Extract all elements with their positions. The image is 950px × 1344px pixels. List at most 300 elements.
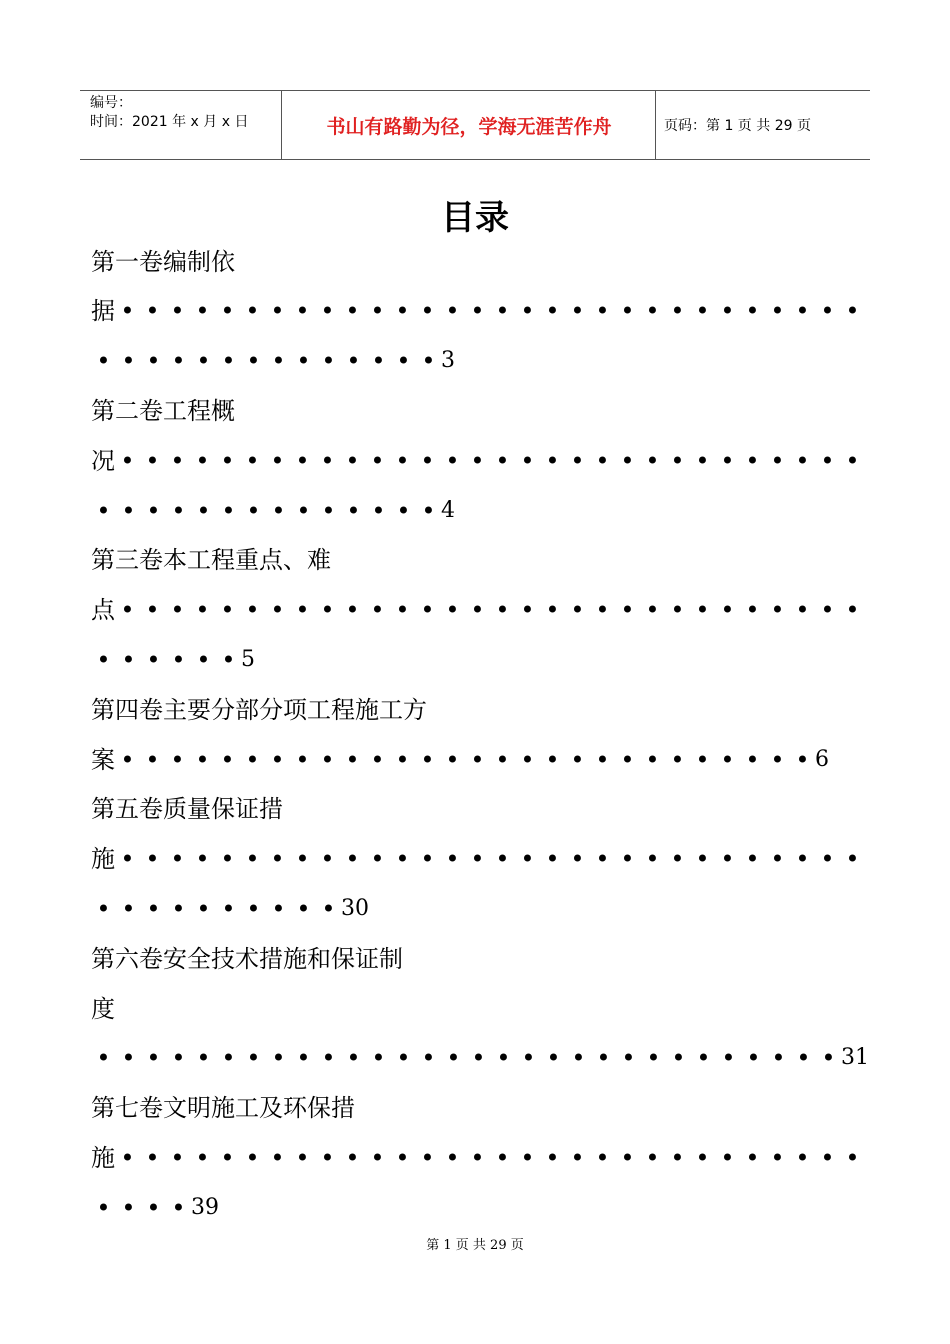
header-page-info: 页码：第 1 页 共 29 页 [664,118,811,134]
leader-dot: • [270,596,285,624]
leader-dot: • [170,447,185,475]
leader-dot: • [396,497,411,525]
leader-dot: • [220,596,235,624]
leader-dot: • [645,845,660,873]
leader-dot: • [146,347,161,375]
toc-page-number: 6 [815,747,829,772]
leader-dot: • [170,1144,185,1172]
leader-dot: • [320,746,335,774]
leader-dot: • [146,497,161,525]
toc-entry-title: 第三卷本工程重点、难 [91,546,331,574]
leader-dot: • [570,746,585,774]
leader-dot: • [495,845,510,873]
leader-dot: • [720,297,735,325]
leader-dot: • [321,497,336,525]
leader-dot: • [420,1144,435,1172]
leader-dot: • [445,297,460,325]
leader-dot: • [370,845,385,873]
leader-dot: • [196,1044,211,1072]
leader-dot: • [96,497,111,525]
leader-dot: • [845,297,860,325]
header-meta [90,94,248,132]
leader-dot: • [420,447,435,475]
leader-dot: • [770,297,785,325]
leader-dot: • [821,1044,836,1072]
leader-dot: • [520,746,535,774]
leader-dot: • [345,1144,360,1172]
leader-dot: • [221,646,236,674]
dot-leader [115,844,865,874]
toc-entry-lead: 度 [91,995,115,1023]
toc-entry-leader [91,296,865,326]
leader-dot: • [420,746,435,774]
dot-leader [115,1143,865,1173]
leader-dot: • [595,845,610,873]
toc-entry-leader [91,1043,869,1073]
leader-dot: • [221,347,236,375]
leader-dot: • [696,1044,711,1072]
leader-dot: • [445,746,460,774]
leader-dot: • [345,297,360,325]
toc-entry-leader [91,595,865,625]
dot-leader [91,346,441,376]
toc-entry-lead: 据 [91,297,115,325]
leader-dot: • [595,1144,610,1172]
leader-dot: • [446,1044,461,1072]
leader-dot: • [745,845,760,873]
toc-page-number: 30 [341,896,369,921]
leader-dot: • [745,596,760,624]
leader-dot: • [621,1044,636,1072]
toc-entry-lead: 施 [91,1144,115,1172]
leader-dot: • [295,746,310,774]
leader-dot: • [96,1194,111,1222]
leader-dot: • [320,596,335,624]
toc-entry-leader [91,645,255,675]
leader-dot: • [320,297,335,325]
leader-dot: • [96,347,111,375]
leader-dot: • [370,596,385,624]
leader-dot: • [820,596,835,624]
leader-dot: • [345,746,360,774]
leader-dot: • [795,596,810,624]
leader-dot: • [345,447,360,475]
leader-dot: • [395,1144,410,1172]
leader-dot: • [521,1044,536,1072]
leader-dot: • [120,746,135,774]
toc-entry-title: 第七卷文明施工及环保措 [91,1094,355,1122]
leader-dot: • [570,1144,585,1172]
leader-dot: • [170,297,185,325]
leader-dot: • [445,845,460,873]
leader-dot: • [746,1044,761,1072]
leader-dot: • [145,447,160,475]
leader-dot: • [221,895,236,923]
toc-entry-leader [91,745,829,775]
toc-entry-leader [91,894,369,924]
toc-entry-lead: 施 [91,845,115,873]
leader-dot: • [396,347,411,375]
toc-page-number: 39 [191,1195,219,1220]
leader-dot: • [221,497,236,525]
leader-dot: • [571,1044,586,1072]
leader-dot: • [420,297,435,325]
toc-entry-title: 第一卷编制依 [91,248,235,276]
leader-dot: • [470,447,485,475]
leader-dot: • [720,1144,735,1172]
leader-dot: • [820,447,835,475]
leader-dot: • [395,845,410,873]
leader-dot: • [245,297,260,325]
leader-dot: • [346,1044,361,1072]
leader-dot: • [645,1144,660,1172]
leader-dot: • [695,845,710,873]
leader-dot: • [545,447,560,475]
leader-dot: • [246,1044,261,1072]
toc-entry-title: 第四卷主要分部分项工程施工方 [91,696,427,724]
leader-dot: • [221,1044,236,1072]
leader-dot: • [470,845,485,873]
leader-dot: • [296,895,311,923]
leader-dot: • [495,297,510,325]
leader-dot: • [245,746,260,774]
leader-dot: • [720,447,735,475]
leader-dot: • [120,845,135,873]
leader-dot: • [346,347,361,375]
leader-dot: • [670,297,685,325]
leader-dot: • [620,845,635,873]
leader-dot: • [595,746,610,774]
leader-dot: • [171,646,186,674]
leader-dot: • [645,447,660,475]
leader-dot: • [146,1194,161,1222]
leader-dot: • [271,1044,286,1072]
dot-leader [91,496,441,526]
leader-dot: • [645,596,660,624]
leader-dot: • [745,746,760,774]
leader-dot: • [296,497,311,525]
leader-dot: • [795,447,810,475]
leader-dot: • [495,746,510,774]
leader-dot: • [121,347,136,375]
leader-dot: • [671,1044,686,1072]
leader-dot: • [771,1044,786,1072]
leader-dot: • [270,746,285,774]
leader-dot: • [195,1144,210,1172]
leader-dot: • [145,1144,160,1172]
dot-leader [115,745,815,775]
leader-dot: • [620,1144,635,1172]
leader-dot: • [196,646,211,674]
leader-dot: • [745,1144,760,1172]
leader-dot: • [346,497,361,525]
dot-leader [91,894,341,924]
leader-dot: • [795,1144,810,1172]
leader-dot: • [470,297,485,325]
leader-dot: • [245,845,260,873]
leader-dot: • [820,845,835,873]
leader-dot: • [121,646,136,674]
leader-dot: • [670,596,685,624]
leader-dot: • [545,596,560,624]
leader-dot: • [545,297,560,325]
leader-dot: • [120,297,135,325]
leader-dot: • [96,895,111,923]
leader-dot: • [371,1044,386,1072]
leader-dot: • [470,1144,485,1172]
page-title: 目录 [441,198,509,238]
leader-dot: • [745,447,760,475]
leader-dot: • [171,1044,186,1072]
leader-dot: • [296,1044,311,1072]
leader-dot: • [246,895,261,923]
leader-dot: • [470,596,485,624]
toc-page-number: 5 [241,647,255,672]
leader-dot: • [145,845,160,873]
dot-leader [91,1043,841,1073]
leader-dot: • [421,497,436,525]
leader-dot: • [271,895,286,923]
toc-entry-leader [91,446,865,476]
leader-dot: • [845,447,860,475]
leader-dot: • [421,347,436,375]
dot-leader [91,1193,191,1223]
leader-dot: • [371,497,386,525]
leader-dot: • [270,447,285,475]
leader-dot: • [121,1044,136,1072]
leader-dot: • [670,845,685,873]
leader-dot: • [195,845,210,873]
toc-entry-lead: 案 [91,746,115,774]
leader-dot: • [295,596,310,624]
leader-dot: • [545,1144,560,1172]
leader-dot: • [520,297,535,325]
toc-entry-leader [91,346,455,376]
leader-dot: • [395,746,410,774]
header-motto: 书山有路勤为径，学海无涯苦作舟 [326,115,612,138]
leader-dot: • [520,596,535,624]
toc-entry-leader [91,1193,219,1223]
leader-dot: • [570,596,585,624]
leader-dot: • [171,497,186,525]
leader-dot: • [320,845,335,873]
leader-dot: • [370,746,385,774]
leader-dot: • [270,297,285,325]
toc-page-number: 4 [441,498,455,523]
leader-dot: • [445,596,460,624]
leader-dot: • [196,347,211,375]
leader-dot: • [120,447,135,475]
leader-dot: • [145,297,160,325]
leader-dot: • [370,297,385,325]
leader-dot: • [171,895,186,923]
toc-entry-leader [91,1143,865,1173]
leader-dot: • [121,1194,136,1222]
leader-dot: • [220,447,235,475]
leader-dot: • [220,297,235,325]
leader-dot: • [295,1144,310,1172]
leader-dot: • [146,646,161,674]
leader-dot: • [845,845,860,873]
leader-dot: • [295,447,310,475]
leader-dot: • [545,746,560,774]
dot-leader [115,595,865,625]
leader-dot: • [245,1144,260,1172]
leader-dot: • [196,497,211,525]
leader-dot: • [670,447,685,475]
leader-dot: • [195,447,210,475]
leader-dot: • [820,1144,835,1172]
toc-entry-leader [91,496,455,526]
leader-dot: • [545,845,560,873]
toc-entry-lead: 况 [91,447,115,475]
leader-dot: • [646,1044,661,1072]
leader-dot: • [695,746,710,774]
leader-dot: • [645,297,660,325]
leader-dot: • [370,1144,385,1172]
leader-dot: • [770,746,785,774]
leader-dot: • [220,746,235,774]
leader-dot: • [770,845,785,873]
leader-dot: • [271,347,286,375]
leader-dot: • [171,1194,186,1222]
leader-dot: • [795,845,810,873]
leader-dot: • [321,347,336,375]
leader-dot: • [445,447,460,475]
leader-dot: • [96,646,111,674]
leader-dot: • [120,596,135,624]
toc-page-number: 3 [441,348,455,373]
page-footer: 第 1 页 共 29 页 [426,1238,524,1253]
leader-dot: • [395,297,410,325]
leader-dot: • [170,746,185,774]
leader-dot: • [246,347,261,375]
leader-dot: • [295,297,310,325]
leader-dot: • [495,596,510,624]
leader-dot: • [220,1144,235,1172]
leader-dot: • [620,746,635,774]
leader-dot: • [195,746,210,774]
leader-dot: • [245,447,260,475]
leader-dot: • [220,845,235,873]
dot-leader [91,645,241,675]
leader-dot: • [670,1144,685,1172]
leader-dot: • [295,845,310,873]
leader-dot: • [246,497,261,525]
dot-leader [115,296,865,326]
toc-entry-lead: 点 [91,596,115,624]
leader-dot: • [121,497,136,525]
leader-dot: • [820,297,835,325]
leader-dot: • [520,845,535,873]
leader-dot: • [570,447,585,475]
leader-dot: • [345,596,360,624]
leader-dot: • [170,845,185,873]
leader-dot: • [120,1144,135,1172]
leader-dot: • [370,447,385,475]
leader-dot: • [596,1044,611,1072]
leader-dot: • [495,447,510,475]
toc-entry-title: 第六卷安全技术措施和保证制 [91,945,403,973]
leader-dot: • [245,596,260,624]
leader-dot: • [595,447,610,475]
leader-dot: • [795,746,810,774]
leader-dot: • [721,1044,736,1072]
leader-dot: • [695,297,710,325]
leader-dot: • [271,497,286,525]
leader-dot: • [845,1144,860,1172]
leader-dot: • [420,596,435,624]
time-label: 时间：2021 年 x 月 x 日 [90,114,249,130]
leader-dot: • [720,746,735,774]
leader-dot: • [595,596,610,624]
leader-dot: • [320,447,335,475]
leader-dot: • [570,845,585,873]
leader-dot: • [296,347,311,375]
leader-dot: • [796,1044,811,1072]
leader-dot: • [595,297,610,325]
leader-dot: • [170,596,185,624]
leader-dot: • [620,596,635,624]
page-header [80,90,870,160]
leader-dot: • [770,447,785,475]
dot-leader [115,446,865,476]
leader-dot: • [121,895,136,923]
toc-entry-title: 第五卷质量保证措 [91,795,283,823]
leader-dot: • [145,746,160,774]
toc-page-number: 31 [841,1045,869,1070]
leader-dot: • [421,1044,436,1072]
leader-dot: • [645,746,660,774]
leader-dot: • [745,297,760,325]
leader-dot: • [470,746,485,774]
leader-dot: • [520,1144,535,1172]
leader-dot: • [146,895,161,923]
leader-dot: • [321,895,336,923]
toc-entry-leader [91,844,865,874]
leader-dot: • [570,297,585,325]
leader-dot: • [496,1044,511,1072]
leader-dot: • [395,447,410,475]
leader-dot: • [195,596,210,624]
leader-dot: • [720,845,735,873]
leader-dot: • [320,1144,335,1172]
leader-dot: • [396,1044,411,1072]
leader-dot: • [620,297,635,325]
number-label: 编号： [90,95,132,111]
leader-dot: • [445,1144,460,1172]
leader-dot: • [795,297,810,325]
leader-dot: • [770,596,785,624]
leader-dot: • [96,1044,111,1072]
leader-dot: • [620,447,635,475]
leader-dot: • [770,1144,785,1172]
leader-dot: • [695,447,710,475]
leader-dot: • [845,596,860,624]
leader-dot: • [145,596,160,624]
leader-dot: • [471,1044,486,1072]
leader-dot: • [196,895,211,923]
leader-dot: • [195,297,210,325]
leader-dot: • [420,845,435,873]
leader-dot: • [171,347,186,375]
leader-dot: • [270,1144,285,1172]
header-divider [655,91,656,159]
leader-dot: • [321,1044,336,1072]
leader-dot: • [345,845,360,873]
leader-dot: • [695,596,710,624]
leader-dot: • [395,596,410,624]
